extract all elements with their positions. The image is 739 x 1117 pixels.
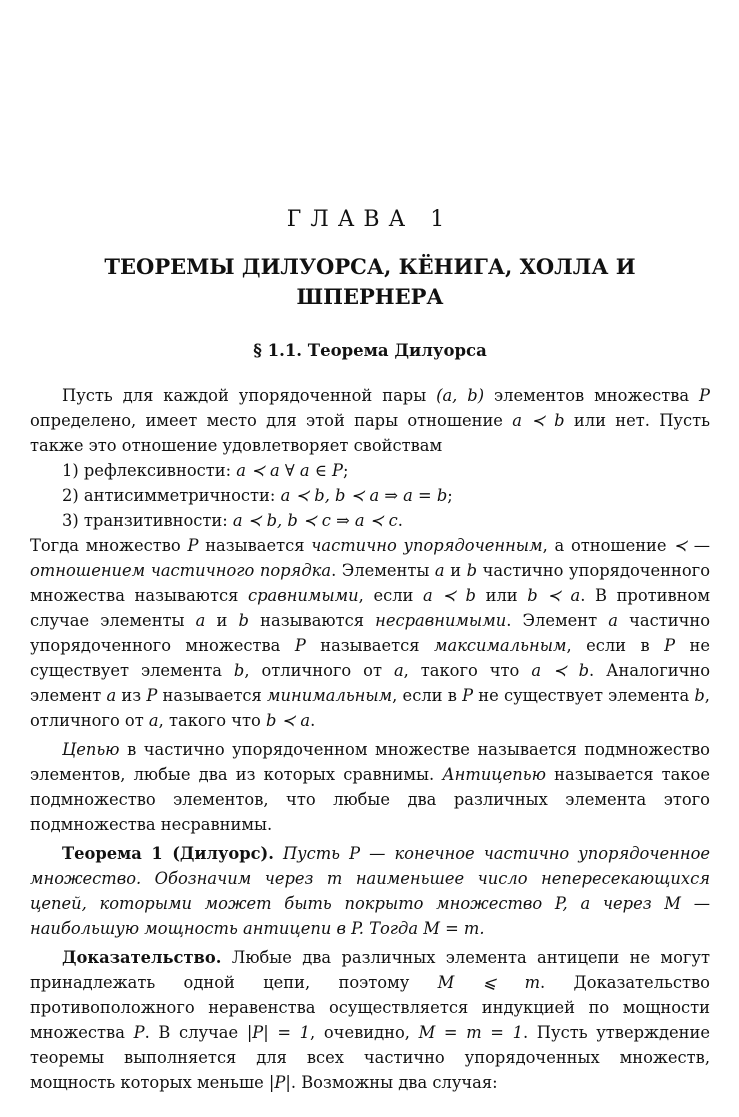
text: . Доказательство противоположного неравенства осуществляется индукцией по мощности множества [30, 973, 710, 1042]
text: — [686, 536, 711, 555]
term: отношением частичного порядка [30, 561, 332, 580]
math: a [434, 561, 445, 580]
theorem-dilworth [30, 841, 710, 941]
proof-paragraph [30, 945, 710, 1095]
math: a [393, 661, 404, 680]
text: не существует элемента [30, 636, 710, 680]
text: . Аналогично элемент [30, 661, 711, 705]
math: a ≺ b [512, 411, 565, 430]
text: . В случае [144, 1023, 247, 1042]
theorem-statement: Пусть P — конечное частично упорядоченное множество. Обозначим через m наименьшее число непересекающихся цепей, которыми может быть покрыто множество P, а через M — наибольшую мощность антицепи в P. Тогда M = m. [30, 844, 711, 938]
math: b ≺ a [527, 586, 581, 605]
math: P [699, 386, 710, 405]
math: M = m = 1 [418, 1023, 523, 1042]
math: P [187, 536, 199, 555]
term: Цепью [62, 740, 120, 759]
text: называется такое подмножество элементов, что любые два различных элемента этого подмножества несравнимы. [30, 765, 710, 834]
math: a ≺ a ∀ a ∈ P [236, 461, 343, 480]
text: Любые два различных элемента антицепи не могут принадлежать одной цепи, поэтому [30, 948, 710, 992]
text: называются [248, 611, 376, 630]
chapter-title: ТЕОРЕМЫ ДИЛУОРСА, КЁНИГА, ХОЛЛА И ШПЕРНЕРА [104, 254, 636, 309]
text: ; [447, 486, 453, 505]
math: P [133, 1023, 145, 1042]
math: b [466, 561, 478, 580]
text: ; [342, 461, 349, 480]
math: |P| = 1 [246, 1023, 311, 1042]
property-label: 1) рефлексивности: [62, 461, 237, 480]
proof-heading: Доказательство. [62, 948, 222, 967]
text: называется [198, 536, 312, 555]
body-text [30, 383, 710, 1095]
math: (a, b) [436, 386, 485, 405]
text: . В противном случае элементы [30, 586, 710, 630]
math: a [608, 611, 618, 630]
term: максимальным [434, 636, 567, 655]
section-title: § 1.1. Теорема Дилуорса [253, 341, 487, 360]
text: и [205, 611, 239, 630]
text: . Пусть утверждение теоремы выполняется для всех частично упорядоченных множеств, мощность которых меньше [30, 1023, 710, 1092]
text: и [444, 561, 467, 580]
text: , а отношение [542, 536, 674, 555]
text: , такого что [158, 711, 266, 730]
text: элементов множества [484, 386, 700, 405]
text: , очевидно, [310, 1023, 419, 1042]
math: b [233, 661, 245, 680]
term: сравнимыми [247, 586, 359, 605]
math: a ≺ b [423, 586, 476, 605]
math: ≺ [673, 536, 687, 555]
text: . Возможны два случая: [290, 1073, 498, 1092]
math: M ⩽ m [437, 973, 541, 992]
text: Тогда множество [30, 536, 188, 555]
text: из [116, 686, 147, 705]
text: называется [157, 686, 268, 705]
term: частично упорядоченным [311, 536, 543, 555]
math: a [148, 711, 159, 730]
text: частично упорядоченного множества [30, 611, 711, 655]
math: a [195, 611, 206, 630]
theorem-heading: Теорема 1 (Дилуорс). [62, 844, 274, 863]
math: |P| [268, 1073, 291, 1092]
math: P [146, 686, 158, 705]
text: Пусть для каждой упорядоченной пары [62, 386, 437, 405]
term: несравнимыми [375, 611, 507, 630]
text: , такого что [403, 661, 532, 680]
text: в частично упорядоченном множестве называется подмножество элементов, любые два из которых сравнимы. [30, 740, 710, 784]
text: называется [305, 636, 434, 655]
property-label: 2) антисимметричности: [62, 486, 281, 505]
text: частично упорядоченного множества называются [30, 561, 711, 605]
text: , если в [566, 636, 665, 655]
property-transitivity [30, 508, 710, 533]
property-label: 3) транзитивности: [62, 511, 233, 530]
paragraph-chains [30, 737, 710, 837]
math: b [238, 611, 249, 630]
property-antisymmetry [30, 483, 710, 508]
term: минимальным [267, 686, 393, 705]
text: , если [358, 586, 423, 605]
text: . [310, 711, 316, 730]
property-reflexivity [30, 458, 710, 483]
text: , отличного от [30, 686, 710, 730]
text: . [397, 511, 403, 530]
text: , если в [392, 686, 463, 705]
text: или нет. Пусть также это отношение удовлетворяет свойствам [30, 411, 710, 455]
math: P [664, 636, 676, 655]
math: P [462, 686, 474, 705]
text: не существует элемента [473, 686, 695, 705]
math: a ≺ b, b ≺ a ⇒ a = b [280, 486, 448, 505]
chapter-label: ГЛАВА 1 [286, 207, 454, 232]
math: P [294, 636, 306, 655]
math: a ≺ b [531, 661, 590, 680]
math: a [106, 686, 117, 705]
text: , отличного от [244, 661, 394, 680]
text: определено, имеет место для этой пары отношение [30, 411, 513, 430]
text: или [475, 586, 528, 605]
math: b [694, 686, 705, 705]
math: b ≺ a [265, 711, 311, 730]
paragraph-definition-intro [30, 383, 710, 458]
math: a ≺ b, b ≺ c ⇒ a ≺ c [232, 511, 398, 530]
term: Антицепью [442, 765, 546, 784]
text: . Элементы [331, 561, 435, 580]
text: . Элемент [506, 611, 609, 630]
paragraph-partial-order [30, 533, 710, 733]
